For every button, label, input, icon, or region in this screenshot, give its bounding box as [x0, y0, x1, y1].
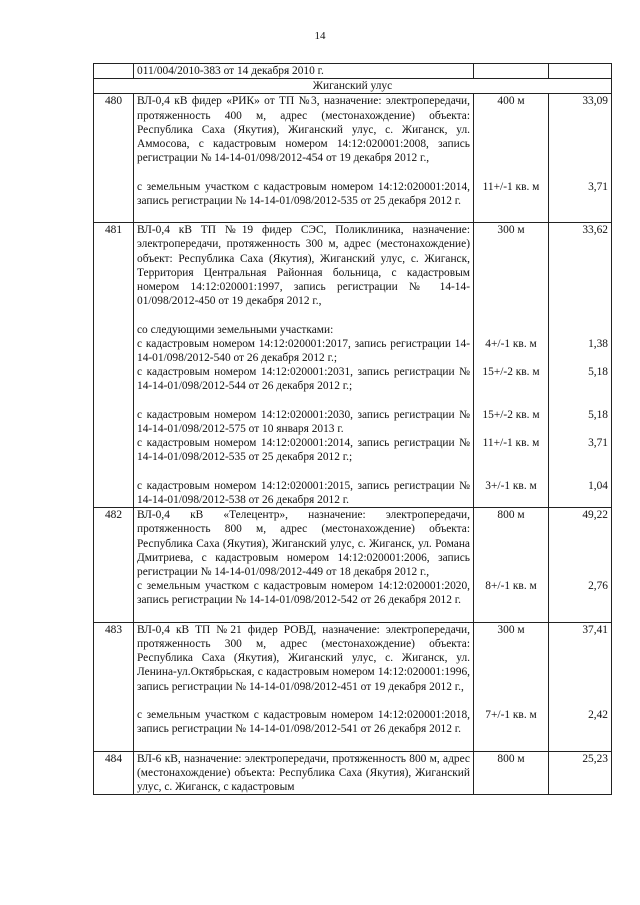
- row-number: 484: [104, 752, 123, 765]
- table-row: [94, 622, 612, 751]
- object-length: 300 м: [497, 623, 525, 636]
- cell-num: [94, 751, 134, 795]
- land-plot-area: 7+/-1 кв. м: [485, 708, 537, 721]
- land-plot-value: 2,42: [588, 708, 608, 721]
- land-plot-description: с кадастровым номером 14:12:020001:2015, запись регистрации № 14-14-01/098/2012-538 от 26 декабря 2012 г.: [137, 479, 470, 506]
- cell-qty: [474, 622, 549, 751]
- object-description: ВЛ-6 кВ, назначение: электропередачи, протяженность 800 м, адрес (местонахождение) объекта: Республика Саха (Якутия), Жиганский улус, с. Жиганск, с кадастровым: [137, 752, 470, 793]
- land-plot-area: 15+/-2 кв. м: [482, 366, 540, 379]
- cell-qty: [474, 751, 549, 795]
- land-plot-value: 3,71: [588, 180, 608, 193]
- cell-description: [134, 622, 474, 751]
- land-plot-area: 4+/-1 кв. м: [485, 337, 537, 350]
- object-description: ВЛ-0,4 кВ «Телецентр», назначение: электропередачи, протяженность 800 м, адрес (местонахождение) объекта: Республика Саха (Якутия), Жиганский улус, с. Жиганск, ул. Романа Дмитриева, с кадастровым номером 14:12:020001:2006, запись регистрации № 14-14-01/098/2012-449 от 18 декабря 2012 г.,: [137, 509, 470, 578]
- object-description: ВЛ-0,4 кВ ТП №19 фидер СЭС, Поликлиника, назначение: электропередачи, протяженность 300 м, адрес (местонахождение) объект: Республика Саха (Якутия), Жиганский улус, с. Жиганск, Территория Центральная Районная больница, с кадастровым номером 14:12:020001:1997, запись регистрации № 14-14-01/098/2012-450 от 19 декабря 2012 г.,: [137, 224, 470, 308]
- land-plot-area: 11+/-1 кв. м: [482, 437, 540, 450]
- object-value: 33,62: [582, 224, 608, 237]
- land-plot-value: 5,18: [588, 408, 608, 421]
- cell-num: [94, 508, 134, 623]
- land-plot-area: 15+/-2 кв. м: [482, 408, 540, 421]
- land-plot-description: с кадастровым номером 14:12:020001:2030, запись регистрации № 14-14-01/098/2012-575 от 10 января 2013 г.: [137, 408, 470, 435]
- cell-description: [134, 94, 474, 223]
- cell-num: [94, 622, 134, 751]
- table-row: [94, 751, 612, 795]
- cell-value: [549, 64, 612, 79]
- section-header: Жиганский улус: [94, 79, 612, 94]
- cell-description: [134, 508, 474, 623]
- table-rows: [94, 94, 612, 795]
- cell-qty: [474, 94, 549, 223]
- object-value: 33,09: [582, 95, 608, 108]
- cell-description: [134, 223, 474, 508]
- object-length: 800 м: [497, 509, 525, 522]
- cell-value: [549, 94, 612, 223]
- object-length: 800 м: [497, 752, 525, 765]
- cell-value: [549, 622, 612, 751]
- land-plot-description: с кадастровым номером 14:12:020001:2017, запись регистрации 14-14-01/098/2012-540 от 26 декабря 2012 г.;: [137, 337, 470, 364]
- land-plot-value: 5,18: [588, 366, 608, 379]
- cell-qty: [474, 64, 549, 79]
- page-number: 14: [314, 30, 326, 42]
- land-plot-description: с кадастровым номером 14:12:020001:2031, запись регистрации № 14-14-01/098/2012-544 от 26 декабря 2012 г.;: [137, 366, 470, 393]
- land-plot-area: 11+/-1 кв. м: [482, 180, 540, 193]
- cell-value: [549, 751, 612, 795]
- cell-description: 011/004/2010-383 от 14 декабря 2010 г.: [134, 64, 474, 79]
- object-value: 49,22: [582, 509, 608, 522]
- object-description: ВЛ-0,4 кВ фидер «РИК» от ТП №3, назначение: электропередачи, протяженность 400 м, адрес (местонахождение) объекта: Республика Саха (Якутия), Жиганский улус, с. Жиганск, ул. Аммосова, с кадастровым номером 14:12:020001:2008, запись регистрации № 14-14-01/098/2012-454 от 19 декабря 2012 г.,: [137, 95, 470, 165]
- cell-qty: [474, 508, 549, 623]
- table-row: [94, 223, 612, 508]
- row-number: 480: [104, 95, 123, 108]
- land-plot-description: с земельным участком с кадастровым номером 14:12:020001:2014, запись регистрации № 14-14-01/098/2012-535 от 25 декабря 2012 г.: [137, 180, 470, 207]
- object-value: 37,41: [582, 623, 608, 636]
- land-plot-value: 1,04: [588, 479, 608, 492]
- table-row: [94, 94, 612, 223]
- cell-num: [94, 223, 134, 508]
- land-plot-description: с кадастровым номером 14:12:020001:2014, запись регистрации № 14-14-01/098/2012-535 от 25 декабря 2012 г.;: [137, 437, 470, 464]
- land-plot-description: с земельным участком с кадастровым номером 14:12:020001:2020, запись регистрации № 14-14-01/098/2012-542 от 26 декабря 2012 г.: [137, 580, 470, 607]
- cell-description: [134, 751, 474, 795]
- section-header-row: [94, 79, 612, 94]
- object-value: 25,23: [582, 752, 608, 765]
- cell-num: [94, 94, 134, 223]
- object-length: 400 м: [497, 95, 525, 108]
- cell-num: [94, 64, 134, 79]
- land-plots-intro: со следующими земельными участками:: [137, 323, 334, 336]
- table-row-continued: [94, 64, 612, 79]
- land-plot-area: 3+/-1 кв. м: [485, 479, 537, 492]
- property-table: [93, 63, 612, 795]
- land-plot-value: 3,71: [588, 437, 608, 450]
- land-plot-value: 1,38: [588, 337, 608, 350]
- cell-qty: [474, 223, 549, 508]
- land-plot-area: 8+/-1 кв. м: [485, 580, 537, 593]
- row-number: 482: [104, 509, 123, 522]
- row-number: 483: [104, 623, 123, 636]
- land-plot-value: 2,76: [588, 580, 608, 593]
- cell-value: [549, 508, 612, 623]
- land-plot-description: с земельным участком с кадастровым номером 14:12:020001:2018, запись регистрации № 14-14-01/098/2012-541 от 26 декабря 2012 г.: [137, 708, 470, 736]
- row-number: 481: [104, 224, 123, 237]
- cell-value: [549, 223, 612, 508]
- table-row: [94, 508, 612, 623]
- object-description: ВЛ-0,4 кВ ТП №21 фидер РОВД, назначение: электропередачи, протяженность 300 м, адрес (местонахождение) объекта: Республика Саха (Якутия), Жиганский улус, с. Жиганск, ул. Ленина-ул.Октябрьская, с кадастровым номером 14:12:020001:1996, запись регистрации № 14-14-01/098/2012-451 от 19 декабря 2012 г.,: [137, 623, 470, 693]
- object-length: 300 м: [497, 224, 525, 237]
